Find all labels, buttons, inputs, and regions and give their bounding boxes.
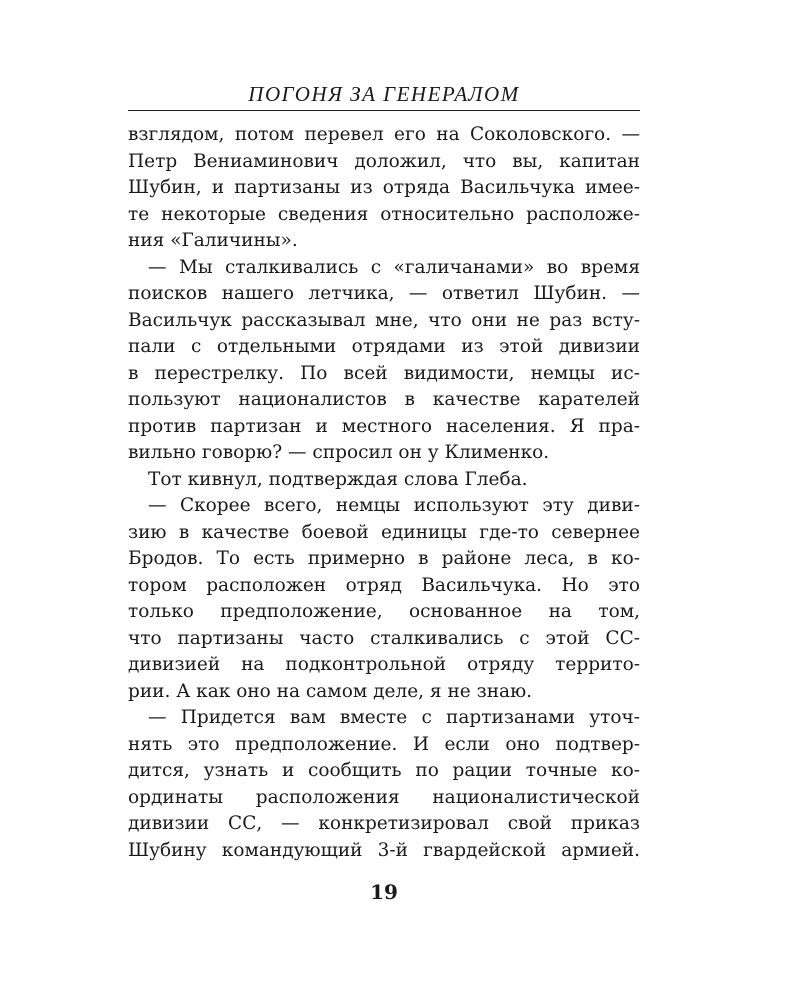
text-line: в перестрелку. По всей видимости, немцы ис- [128,362,640,384]
text-line: — Мы сталкивались с «галичанами» во время [148,256,640,278]
text-line: ординаты расположения националистической [128,786,640,808]
text-line: против партизан и местного населения. Я пра- [128,415,640,437]
text-line: — Придется вам вместе с партизанами уточ- [148,707,640,728]
text-line: зию в качестве боевой единицы где-то севернее [128,521,640,543]
text-line: дивизии СС, — конкретизировал свой приказ [128,813,640,834]
text-line: дивизией на подконтрольной отряду террито- [128,654,640,675]
text-line: — Скорее всего, немцы используют эту диви- [148,495,640,516]
text-line: ния «Галичины». [128,230,298,251]
text-line: те некоторые сведения относительно расположе- [128,203,640,225]
header-rule [128,110,640,111]
text-line: вильно говорю? — спросил он у Клименко. [128,442,550,463]
text-line: Петр Вениаминович доложил, что вы, капитан [128,150,640,172]
text-line: поисков нашего летчика, — ответил Шубин. — [128,283,640,304]
text-line: дится, узнать и сообщить по рации точные ко- [128,760,640,781]
page-number: 19 [370,880,398,904]
body-text [128,122,640,864]
text-line: что партизаны часто сталкивались с этой СС- [128,627,640,649]
text-line: пали с отдельными отрядами из этой дивизии [128,336,640,357]
text-line: тором расположен отряд Васильчука. Но это [128,574,640,596]
text-line: Шубину командующий 3-й гвардейской армией. [128,839,640,861]
text-line: взглядом, потом перевел его на Соколовского. — [128,124,640,145]
text-line: только предположение, основанное на том, [128,601,640,622]
text-line: Васильчук рассказывал мне, что они не раз всту- [128,309,640,331]
text-line: нять это предположение. И если оно подтвер- [128,733,640,755]
text-line: Шубин, и партизаны из отряда Васильчука имее- [128,177,640,198]
text-line: пользуют националистов в качестве карателей [128,389,640,410]
text-line: рии. А как оно на самом деле, я не знаю. [128,680,533,702]
text-line: Бродов. То есть примерно в районе леса, в ко- [128,548,640,569]
running-head-title: ПОГОНЯ ЗА ГЕНЕРАЛОМ [248,82,520,106]
text-line: Тот кивнул, подтверждая слова Глеба. [148,468,528,490]
